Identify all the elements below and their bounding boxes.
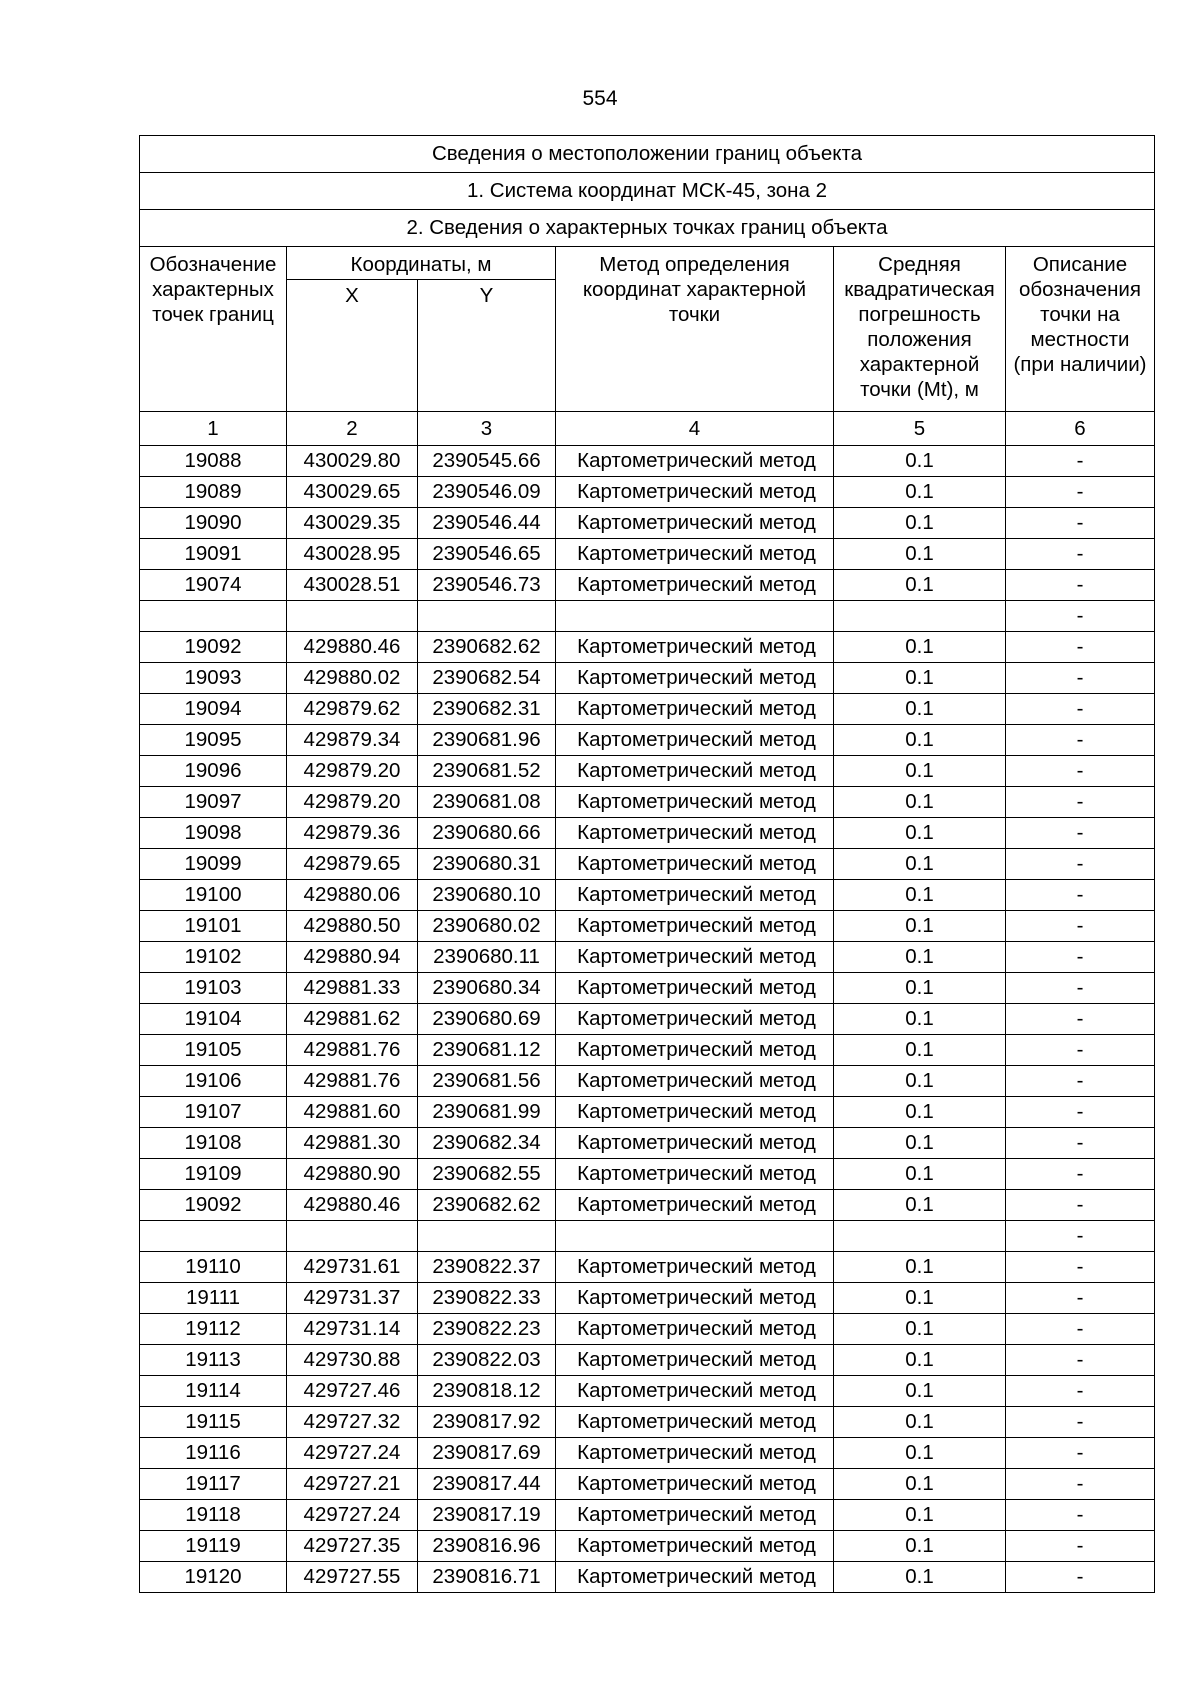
- cell-point-id: 19094: [140, 694, 287, 725]
- cell-y: 2390817.19: [418, 1500, 556, 1531]
- cell-y: 2390681.08: [418, 787, 556, 818]
- table-row: [140, 1562, 1155, 1593]
- cell-point-id: 19089: [140, 477, 287, 508]
- header-y: Y: [418, 280, 556, 412]
- cell-point-id: 19097: [140, 787, 287, 818]
- cell-method: Картометрический метод: [556, 911, 834, 942]
- cell-method: Картометрический метод: [556, 725, 834, 756]
- cell-error: 0.1: [834, 1531, 1006, 1562]
- cell-point-id: 19118: [140, 1500, 287, 1531]
- cell-x: 429727.21: [287, 1469, 418, 1500]
- cell-method: Картометрический метод: [556, 1128, 834, 1159]
- table-row: [140, 1066, 1155, 1097]
- cell-y: 2390822.37: [418, 1252, 556, 1283]
- cell-description: -: [1006, 1097, 1155, 1128]
- cell-y: 2390546.73: [418, 570, 556, 601]
- cell-description: -: [1006, 1283, 1155, 1314]
- cell-error: 0.1: [834, 1500, 1006, 1531]
- cell-y: 2390680.11: [418, 942, 556, 973]
- cell-point-id: 19107: [140, 1097, 287, 1128]
- cell-method: Картометрический метод: [556, 818, 834, 849]
- cell-method: Картометрический метод: [556, 787, 834, 818]
- cell-point-id: 19092: [140, 632, 287, 663]
- cell-y: 2390681.96: [418, 725, 556, 756]
- cell-y: 2390682.54: [418, 663, 556, 694]
- cell-y: 2390680.69: [418, 1004, 556, 1035]
- cell-point-id: 19117: [140, 1469, 287, 1500]
- table-row: [140, 942, 1155, 973]
- table-row: [140, 1345, 1155, 1376]
- cell-description: -: [1006, 1035, 1155, 1066]
- cell-point-id: 19115: [140, 1407, 287, 1438]
- cell-error: 0.1: [834, 1159, 1006, 1190]
- table-row: [140, 1283, 1155, 1314]
- cell-y: 2390546.65: [418, 539, 556, 570]
- table-row: [140, 818, 1155, 849]
- cell-y: [418, 601, 556, 632]
- header-point-designation: Обозначение характерных точек границ: [140, 247, 287, 412]
- table-row: [140, 1252, 1155, 1283]
- cell-y: 2390816.71: [418, 1562, 556, 1593]
- table-row: [140, 1004, 1155, 1035]
- cell-point-id: 19103: [140, 973, 287, 1004]
- cell-description: -: [1006, 446, 1155, 477]
- cell-x: 429881.76: [287, 1066, 418, 1097]
- column-number: 4: [556, 412, 834, 446]
- cell-x: 429727.24: [287, 1500, 418, 1531]
- table-row: [140, 756, 1155, 787]
- cell-y: 2390546.44: [418, 508, 556, 539]
- cell-description: -: [1006, 756, 1155, 787]
- cell-method: Картометрический метод: [556, 880, 834, 911]
- cell-description: -: [1006, 1221, 1155, 1252]
- cell-method: [556, 1221, 834, 1252]
- cell-x: 429881.76: [287, 1035, 418, 1066]
- cell-point-id: 19113: [140, 1345, 287, 1376]
- table-row: [140, 539, 1155, 570]
- cell-x: 429880.46: [287, 632, 418, 663]
- cell-method: Картометрический метод: [556, 756, 834, 787]
- table-row: [140, 849, 1155, 880]
- cell-point-id: 19108: [140, 1128, 287, 1159]
- cell-method: Картометрический метод: [556, 508, 834, 539]
- cell-x: 429731.14: [287, 1314, 418, 1345]
- cell-method: Картометрический метод: [556, 1345, 834, 1376]
- cell-x: 429880.90: [287, 1159, 418, 1190]
- cell-x: 429879.62: [287, 694, 418, 725]
- cell-description: -: [1006, 973, 1155, 1004]
- cell-point-id: 19091: [140, 539, 287, 570]
- cell-error: 0.1: [834, 1252, 1006, 1283]
- cell-error: 0.1: [834, 477, 1006, 508]
- table-title: Сведения о местоположении границ объекта: [140, 136, 1155, 173]
- table-row: [140, 1407, 1155, 1438]
- cell-error: 0.1: [834, 1097, 1006, 1128]
- cell-x: 429730.88: [287, 1345, 418, 1376]
- cell-error: 0.1: [834, 818, 1006, 849]
- column-number: 6: [1006, 412, 1155, 446]
- cell-description: -: [1006, 725, 1155, 756]
- cell-description: -: [1006, 1004, 1155, 1035]
- cell-x: 429727.55: [287, 1562, 418, 1593]
- cell-method: Картометрический метод: [556, 477, 834, 508]
- cell-error: 0.1: [834, 849, 1006, 880]
- cell-method: Картометрический метод: [556, 632, 834, 663]
- cell-error: 0.1: [834, 694, 1006, 725]
- cell-y: 2390817.44: [418, 1469, 556, 1500]
- cell-method: Картометрический метод: [556, 1004, 834, 1035]
- cell-point-id: 19088: [140, 446, 287, 477]
- cell-point-id: 19105: [140, 1035, 287, 1066]
- cell-x: [287, 601, 418, 632]
- cell-method: Картометрический метод: [556, 942, 834, 973]
- cell-description: -: [1006, 1500, 1155, 1531]
- page-number: 554: [582, 87, 618, 110]
- cell-y: 2390546.09: [418, 477, 556, 508]
- cell-point-id: 19111: [140, 1283, 287, 1314]
- cell-description: -: [1006, 818, 1155, 849]
- cell-description: -: [1006, 1190, 1155, 1221]
- cell-error: [834, 601, 1006, 632]
- cell-y: 2390680.34: [418, 973, 556, 1004]
- cell-error: 0.1: [834, 1438, 1006, 1469]
- table-row: [140, 1531, 1155, 1562]
- cell-x: 429879.65: [287, 849, 418, 880]
- cell-method: Картометрический метод: [556, 1035, 834, 1066]
- cell-error: 0.1: [834, 880, 1006, 911]
- table-row: [140, 1159, 1155, 1190]
- cell-point-id: 19116: [140, 1438, 287, 1469]
- cell-description: -: [1006, 1407, 1155, 1438]
- cell-method: Картометрический метод: [556, 1469, 834, 1500]
- cell-error: 0.1: [834, 1190, 1006, 1221]
- table-row: [140, 1500, 1155, 1531]
- table-row: [140, 632, 1155, 663]
- cell-y: 2390822.33: [418, 1283, 556, 1314]
- table-row: [140, 1438, 1155, 1469]
- cell-error: 0.1: [834, 1066, 1006, 1097]
- cell-x: 429880.06: [287, 880, 418, 911]
- cell-error: 0.1: [834, 787, 1006, 818]
- cell-point-id: 19096: [140, 756, 287, 787]
- cell-error: 0.1: [834, 1562, 1006, 1593]
- cell-point-id: [140, 1221, 287, 1252]
- cell-y: 2390817.69: [418, 1438, 556, 1469]
- cell-description: -: [1006, 539, 1155, 570]
- table-row: [140, 1097, 1155, 1128]
- cell-description: -: [1006, 849, 1155, 880]
- cell-method: Картометрический метод: [556, 1562, 834, 1593]
- header-coordinates: Координаты, м: [287, 247, 556, 280]
- table-row: [140, 1190, 1155, 1221]
- table-row: [140, 787, 1155, 818]
- cell-description: -: [1006, 1376, 1155, 1407]
- cell-description: -: [1006, 632, 1155, 663]
- table-row: [140, 973, 1155, 1004]
- cell-description: -: [1006, 880, 1155, 911]
- cell-x: 429881.33: [287, 973, 418, 1004]
- cell-point-id: 19092: [140, 1190, 287, 1221]
- cell-y: 2390680.31: [418, 849, 556, 880]
- cell-description: -: [1006, 1066, 1155, 1097]
- cell-point-id: 19100: [140, 880, 287, 911]
- table-row: [140, 694, 1155, 725]
- cell-point-id: 19102: [140, 942, 287, 973]
- cell-error: 0.1: [834, 1407, 1006, 1438]
- cell-point-id: 19119: [140, 1531, 287, 1562]
- cell-point-id: 19109: [140, 1159, 287, 1190]
- cell-method: Картометрический метод: [556, 1066, 834, 1097]
- cell-x: 429880.46: [287, 1190, 418, 1221]
- table-row: [140, 880, 1155, 911]
- cell-method: Картометрический метод: [556, 1500, 834, 1531]
- cell-x: 430029.80: [287, 446, 418, 477]
- cell-description: -: [1006, 1469, 1155, 1500]
- cell-x: 429727.24: [287, 1438, 418, 1469]
- header-point-description: Описание обозначения точки на местности (при наличии): [1006, 247, 1155, 412]
- cell-description: -: [1006, 1159, 1155, 1190]
- cell-description: -: [1006, 911, 1155, 942]
- cell-x: 429881.62: [287, 1004, 418, 1035]
- table-row: [140, 1035, 1155, 1066]
- cell-method: [556, 601, 834, 632]
- column-number: 1: [140, 412, 287, 446]
- cell-y: 2390681.52: [418, 756, 556, 787]
- cell-y: 2390682.55: [418, 1159, 556, 1190]
- cell-method: Картометрический метод: [556, 1438, 834, 1469]
- cell-error: 0.1: [834, 1004, 1006, 1035]
- cell-x: 429879.20: [287, 756, 418, 787]
- cell-error: 0.1: [834, 539, 1006, 570]
- separator-row: [140, 601, 1155, 632]
- cell-description: -: [1006, 1531, 1155, 1562]
- cell-y: 2390680.10: [418, 880, 556, 911]
- cell-error: 0.1: [834, 911, 1006, 942]
- cell-description: -: [1006, 1252, 1155, 1283]
- separator-row: [140, 1221, 1155, 1252]
- header-method: Метод определения координат характерной точки: [556, 247, 834, 412]
- cell-point-id: 19101: [140, 911, 287, 942]
- cell-point-id: 19093: [140, 663, 287, 694]
- cell-method: Картометрический метод: [556, 1252, 834, 1283]
- cell-error: 0.1: [834, 446, 1006, 477]
- cell-point-id: 19099: [140, 849, 287, 880]
- cell-y: 2390822.23: [418, 1314, 556, 1345]
- table-row: [140, 725, 1155, 756]
- cell-x: 429881.60: [287, 1097, 418, 1128]
- cell-x: 429879.34: [287, 725, 418, 756]
- cell-point-id: 19098: [140, 818, 287, 849]
- cell-x: 430028.51: [287, 570, 418, 601]
- table-row: [140, 1314, 1155, 1345]
- cell-error: 0.1: [834, 756, 1006, 787]
- boundary-points-table: [139, 135, 1155, 1593]
- cell-description: -: [1006, 942, 1155, 973]
- cell-error: 0.1: [834, 1283, 1006, 1314]
- cell-y: 2390818.12: [418, 1376, 556, 1407]
- cell-method: Картометрический метод: [556, 1190, 834, 1221]
- table-row: [140, 1376, 1155, 1407]
- cell-error: 0.1: [834, 725, 1006, 756]
- cell-error: 0.1: [834, 1345, 1006, 1376]
- cell-error: 0.1: [834, 632, 1006, 663]
- cell-y: 2390681.99: [418, 1097, 556, 1128]
- cell-description: -: [1006, 663, 1155, 694]
- cell-method: Картометрический метод: [556, 570, 834, 601]
- table-row: [140, 570, 1155, 601]
- cell-x: 430029.65: [287, 477, 418, 508]
- cell-x: 429880.94: [287, 942, 418, 973]
- cell-x: 429727.35: [287, 1531, 418, 1562]
- cell-x: 429727.46: [287, 1376, 418, 1407]
- cell-x: 429731.61: [287, 1252, 418, 1283]
- table-row: [140, 477, 1155, 508]
- cell-y: 2390682.31: [418, 694, 556, 725]
- cell-y: 2390681.56: [418, 1066, 556, 1097]
- cell-y: 2390681.12: [418, 1035, 556, 1066]
- column-number: 2: [287, 412, 418, 446]
- cell-method: Картометрический метод: [556, 849, 834, 880]
- cell-y: 2390680.02: [418, 911, 556, 942]
- cell-point-id: 19090: [140, 508, 287, 539]
- cell-description: -: [1006, 508, 1155, 539]
- table-row: [140, 1128, 1155, 1159]
- cell-point-id: [140, 601, 287, 632]
- cell-y: 2390545.66: [418, 446, 556, 477]
- cell-x: [287, 1221, 418, 1252]
- cell-error: [834, 1221, 1006, 1252]
- cell-error: 0.1: [834, 570, 1006, 601]
- cell-method: Картометрический метод: [556, 539, 834, 570]
- cell-error: 0.1: [834, 1128, 1006, 1159]
- cell-method: Картометрический метод: [556, 1283, 834, 1314]
- cell-y: 2390682.62: [418, 632, 556, 663]
- cell-y: 2390682.62: [418, 1190, 556, 1221]
- cell-description: -: [1006, 477, 1155, 508]
- coordinate-system-label: 1. Система координат МСК-45, зона 2: [140, 173, 1155, 210]
- cell-point-id: 19095: [140, 725, 287, 756]
- cell-description: -: [1006, 1314, 1155, 1345]
- column-number: 3: [418, 412, 556, 446]
- cell-x: 429727.32: [287, 1407, 418, 1438]
- cell-y: 2390822.03: [418, 1345, 556, 1376]
- cell-y: 2390682.34: [418, 1128, 556, 1159]
- cell-description: -: [1006, 787, 1155, 818]
- cell-point-id: 19104: [140, 1004, 287, 1035]
- cell-x: 429731.37: [287, 1283, 418, 1314]
- table-row: [140, 446, 1155, 477]
- cell-error: 0.1: [834, 1035, 1006, 1066]
- table-row: [140, 911, 1155, 942]
- cell-y: 2390680.66: [418, 818, 556, 849]
- cell-error: 0.1: [834, 1376, 1006, 1407]
- cell-y: [418, 1221, 556, 1252]
- cell-y: 2390816.96: [418, 1531, 556, 1562]
- cell-error: 0.1: [834, 942, 1006, 973]
- cell-error: 0.1: [834, 973, 1006, 1004]
- cell-x: 430028.95: [287, 539, 418, 570]
- section-title: 2. Сведения о характерных точках границ объекта: [140, 210, 1155, 247]
- cell-description: -: [1006, 1562, 1155, 1593]
- cell-x: 429879.20: [287, 787, 418, 818]
- cell-point-id: 19074: [140, 570, 287, 601]
- cell-method: Картометрический метод: [556, 1159, 834, 1190]
- cell-description: -: [1006, 1128, 1155, 1159]
- cell-description: -: [1006, 1345, 1155, 1376]
- table-row: [140, 508, 1155, 539]
- cell-error: 0.1: [834, 1469, 1006, 1500]
- cell-description: -: [1006, 694, 1155, 725]
- cell-point-id: 19114: [140, 1376, 287, 1407]
- header-mean-square-error: Средняя квадратическая погрешность положения характерной точки (Mt), м: [834, 247, 1006, 412]
- header-x: X: [287, 280, 418, 412]
- cell-error: 0.1: [834, 1314, 1006, 1345]
- cell-method: Картометрический метод: [556, 1314, 834, 1345]
- cell-error: 0.1: [834, 508, 1006, 539]
- table-row: [140, 663, 1155, 694]
- cell-description: -: [1006, 1438, 1155, 1469]
- cell-x: 429880.02: [287, 663, 418, 694]
- cell-method: Картометрический метод: [556, 1376, 834, 1407]
- cell-x: 430029.35: [287, 508, 418, 539]
- cell-method: Картометрический метод: [556, 1531, 834, 1562]
- cell-description: -: [1006, 570, 1155, 601]
- cell-method: Картометрический метод: [556, 1407, 834, 1438]
- cell-point-id: 19110: [140, 1252, 287, 1283]
- cell-point-id: 19112: [140, 1314, 287, 1345]
- cell-y: 2390817.92: [418, 1407, 556, 1438]
- cell-x: 429881.30: [287, 1128, 418, 1159]
- column-number: 5: [834, 412, 1006, 446]
- cell-x: 429879.36: [287, 818, 418, 849]
- cell-method: Картометрический метод: [556, 973, 834, 1004]
- table-row: [140, 1469, 1155, 1500]
- column-numbers-row: [140, 412, 1155, 446]
- cell-method: Картометрический метод: [556, 663, 834, 694]
- cell-description: -: [1006, 601, 1155, 632]
- cell-point-id: 19120: [140, 1562, 287, 1593]
- cell-point-id: 19106: [140, 1066, 287, 1097]
- cell-method: Картометрический метод: [556, 446, 834, 477]
- cell-error: 0.1: [834, 663, 1006, 694]
- cell-method: Картометрический метод: [556, 694, 834, 725]
- cell-method: Картометрический метод: [556, 1097, 834, 1128]
- cell-x: 429880.50: [287, 911, 418, 942]
